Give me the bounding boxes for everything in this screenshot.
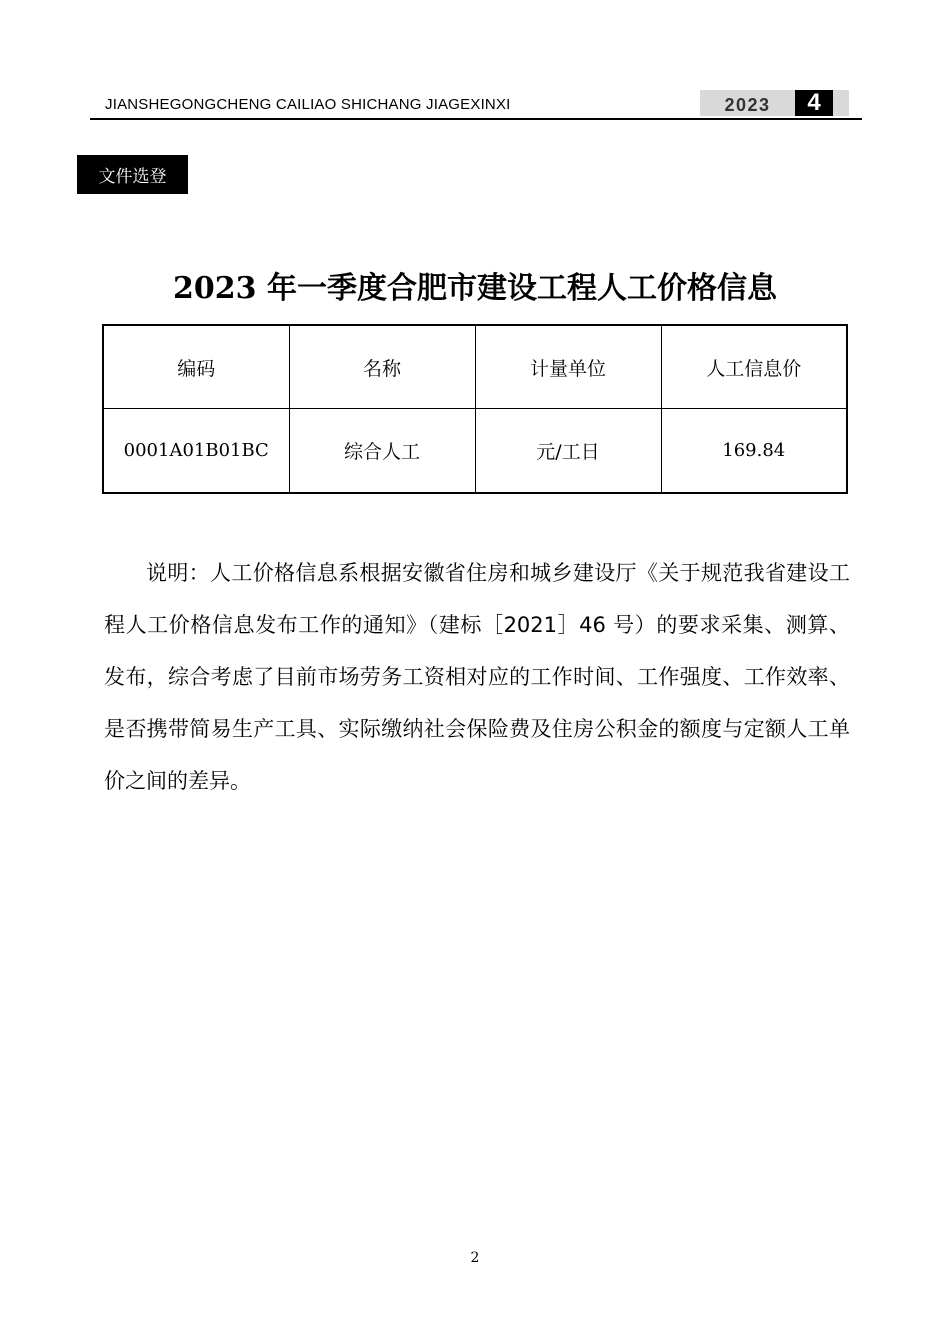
table-cell-name: 综合人工 bbox=[289, 409, 475, 494]
running-header: JIANSHEGONGCHENG CAILIAO SHICHANG JIAGEXINXI bbox=[105, 96, 511, 113]
table-cell-price: 169.84 bbox=[661, 409, 847, 494]
page-title: 2023 年一季度合肥市建设工程人工价格信息 bbox=[173, 271, 777, 306]
table-header-cell: 编码 bbox=[103, 325, 289, 409]
table-row bbox=[103, 409, 847, 494]
issue-year: 2023 bbox=[700, 90, 795, 116]
table-cell-code: 0001A01B01BC bbox=[103, 409, 289, 494]
page-number: 2 bbox=[470, 1250, 480, 1266]
issue-badge bbox=[700, 90, 849, 116]
table-header-row bbox=[103, 325, 847, 409]
header-rule bbox=[90, 118, 862, 120]
table-header-cell: 名称 bbox=[289, 325, 475, 409]
issue-number: 4 bbox=[795, 90, 833, 116]
table-header-cell: 计量单位 bbox=[475, 325, 661, 409]
labor-price-table bbox=[102, 324, 848, 494]
explanation-paragraph: 说明：人工价格信息系根据安徽省住房和城乡建设厅《关于规范我省建设工程人工价格信息发布工作的通知》（建标［2021］46 号）的要求采集、测算、发布，综合考虑了目前市场劳务工资相对应的工作时间、工作强度、工作效率、是否携带简易生产工具、实际缴纳社会保险费及住房公积金的额度与定额人工单价之间的差异。 bbox=[104, 561, 850, 793]
table-header-cell: 人工信息价 bbox=[661, 325, 847, 409]
section-tag: 文件选登 bbox=[77, 155, 188, 194]
table-cell-unit: 元/工日 bbox=[475, 409, 661, 494]
issue-badge-tail bbox=[833, 90, 849, 116]
